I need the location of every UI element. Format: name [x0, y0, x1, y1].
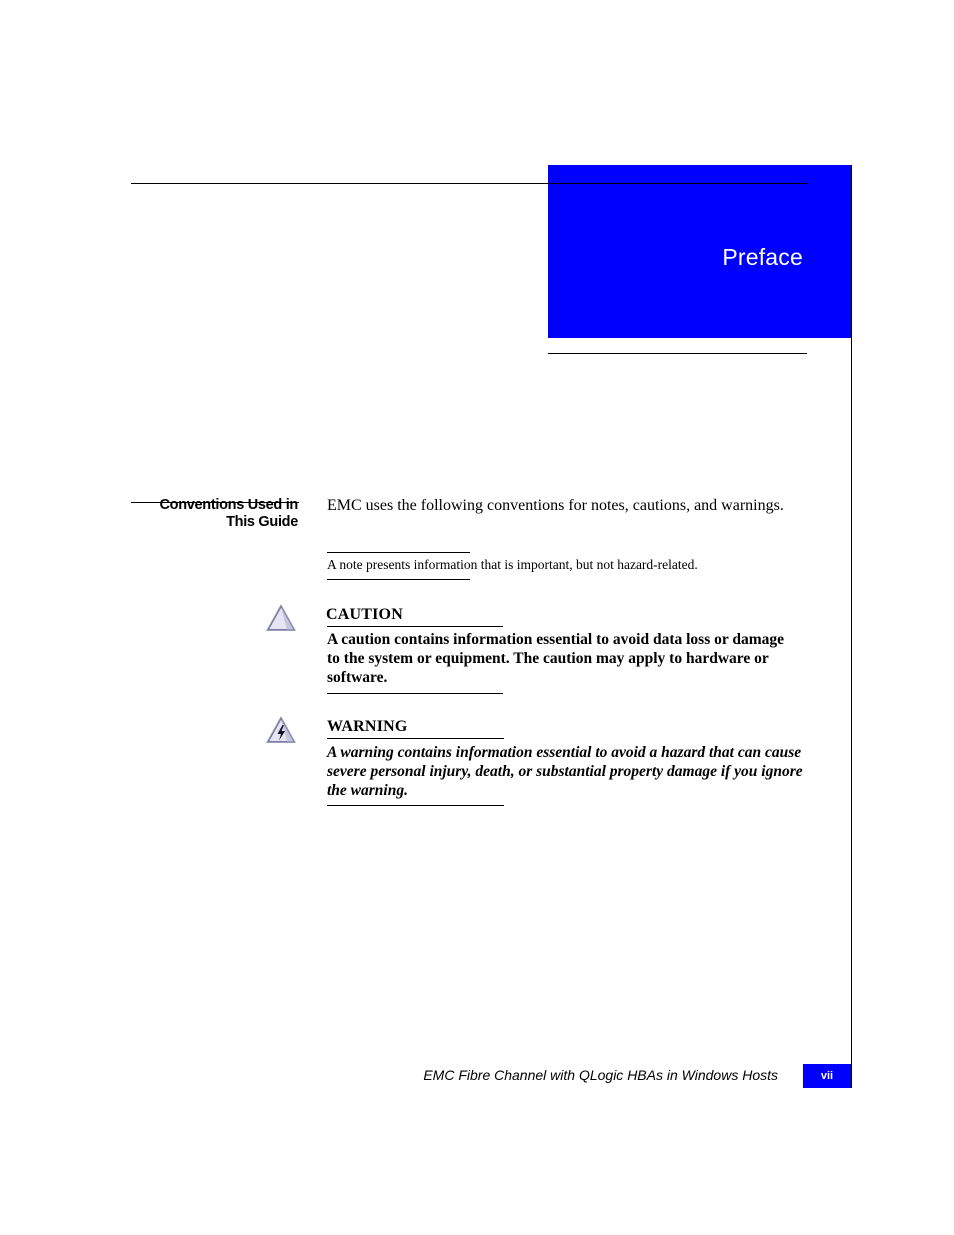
chapter-title: Preface: [722, 244, 803, 270]
warning-rule-top: [327, 738, 504, 739]
caution-triangle-icon: [264, 602, 298, 634]
warning-rule-bottom: [327, 805, 504, 806]
note-text: A note presents information that is important, but not hazard-related.: [327, 557, 698, 572]
chapter-title-box: [548, 165, 851, 338]
warning-body: A warning contains information essential to avoid a hazard that can cause severe personal injury, death, or substantial property damage if you ignore the warning.: [327, 744, 803, 799]
caution-label: CAUTION: [326, 606, 403, 623]
page-number: vii: [803, 1064, 851, 1088]
footer-book-title: EMC Fibre Channel with QLogic HBAs in Windows Hosts: [423, 1067, 778, 1083]
note-rule-top: [327, 552, 470, 553]
right-margin-line: [851, 165, 852, 1088]
caution-rule-top: [327, 626, 503, 627]
section-intro-paragraph: EMC uses the following conventions for notes, cautions, and warnings.: [327, 497, 784, 514]
note-rule-bottom: [327, 579, 470, 580]
section-heading-line: Conventions Used in: [159, 497, 298, 513]
warning-label: WARNING: [327, 718, 408, 735]
chapter-title-underline: [548, 353, 807, 354]
section-heading-line: This Guide: [226, 514, 298, 530]
section-heading: [159, 497, 298, 531]
warning-lightning-triangle-icon: [264, 714, 298, 746]
header-rule-overlay: [548, 183, 808, 184]
caution-body: A caution contains information essential to avoid data loss or damage to the system or equipment. The caution may apply to hardware or software.: [327, 631, 784, 686]
caution-rule-bottom: [327, 693, 503, 694]
